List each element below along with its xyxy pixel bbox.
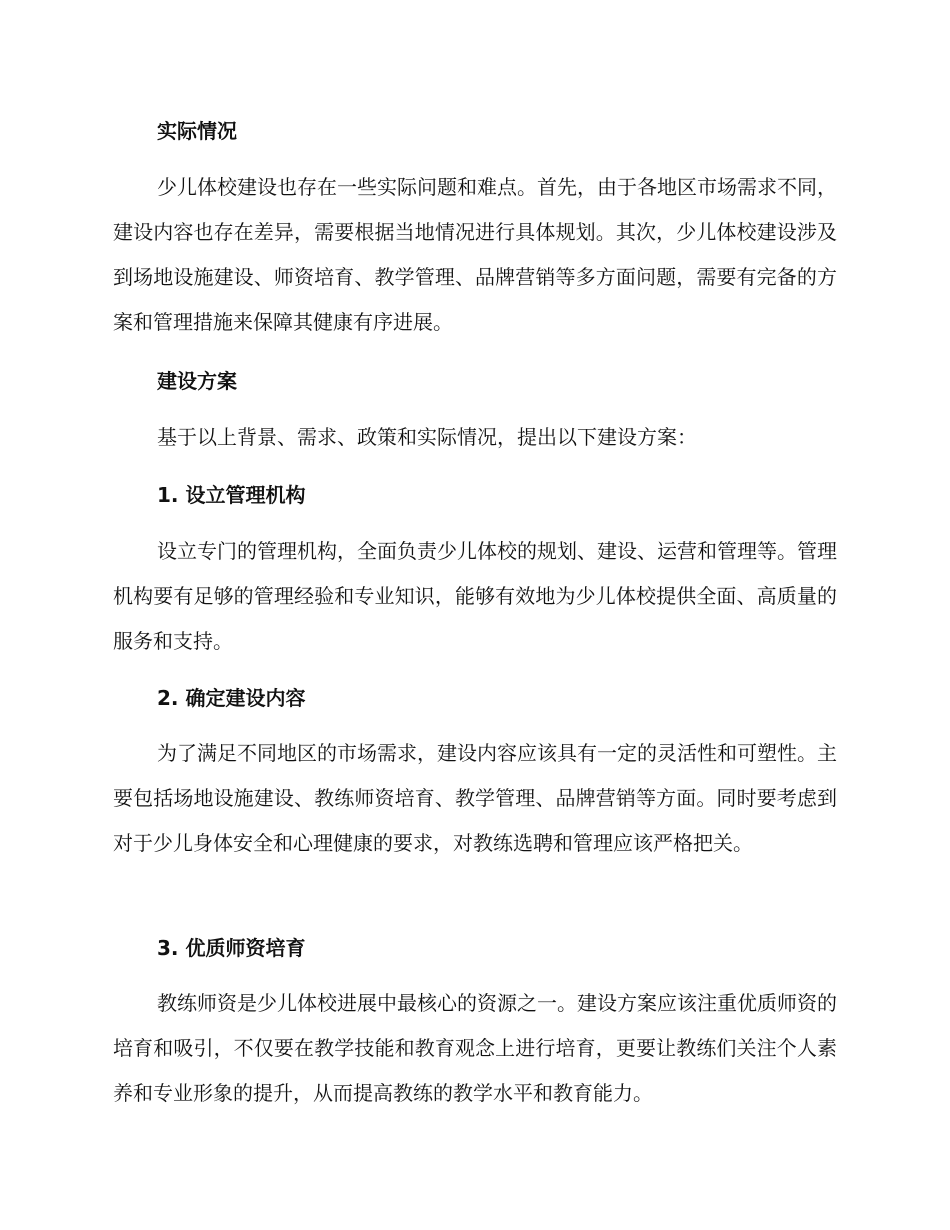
section-heading-teacher-training: 3. 优质师资培育 xyxy=(157,936,306,960)
section-paragraph-actual-situation: 少儿体校建设也存在一些实际问题和难点。首先，由于各地区市场需求不同，建设内容也存在差异，需要根据当地情况进行具体规划。其次，少儿体校建设涉及到场地设施建设、师资培育、教学管理、品牌营销等多方面问题，需要有完备的方案和管理措施来保障其健康有序进展。 xyxy=(113,175,837,334)
section-paragraph-construction-content: 为了满足不同地区的市场需求，建设内容应该具有一定的灵活性和可塑性。主要包括场地设施建设、教练师资培育、教学管理、品牌营销等方面。同时要考虑到对于少儿身体安全和心理健康的要求，对教练选聘和管理应该严格把关。 xyxy=(113,741,837,855)
section-heading-management-agency: 1. 设立管理机构 xyxy=(157,483,306,507)
section-paragraph-management-agency: 设立专门的管理机构，全面负责少儿体校的规划、建设、运营和管理等。管理机构要有足够的管理经验和专业知识，能够有效地为少儿体校提供全面、高质量的服务和支持。 xyxy=(113,539,837,653)
section-heading-actual-situation: 实际情况 xyxy=(157,119,237,143)
section-heading-construction-content: 2. 确定建设内容 xyxy=(157,686,306,710)
section-paragraph-teacher-training: 教练师资是少儿体校进展中最核心的资源之一。建设方案应该注重优质师资的培育和吸引，不仅要在教学技能和教育观念上进行培育，更要让教练们关注个人素养和专业形象的提升，从而提高教练的教学水平和教育能力。 xyxy=(113,991,837,1105)
section-heading-construction-plan: 建设方案 xyxy=(157,369,237,393)
section-paragraph-construction-plan: 基于以上背景、需求、政策和实际情况，提出以下建设方案： xyxy=(157,425,697,449)
